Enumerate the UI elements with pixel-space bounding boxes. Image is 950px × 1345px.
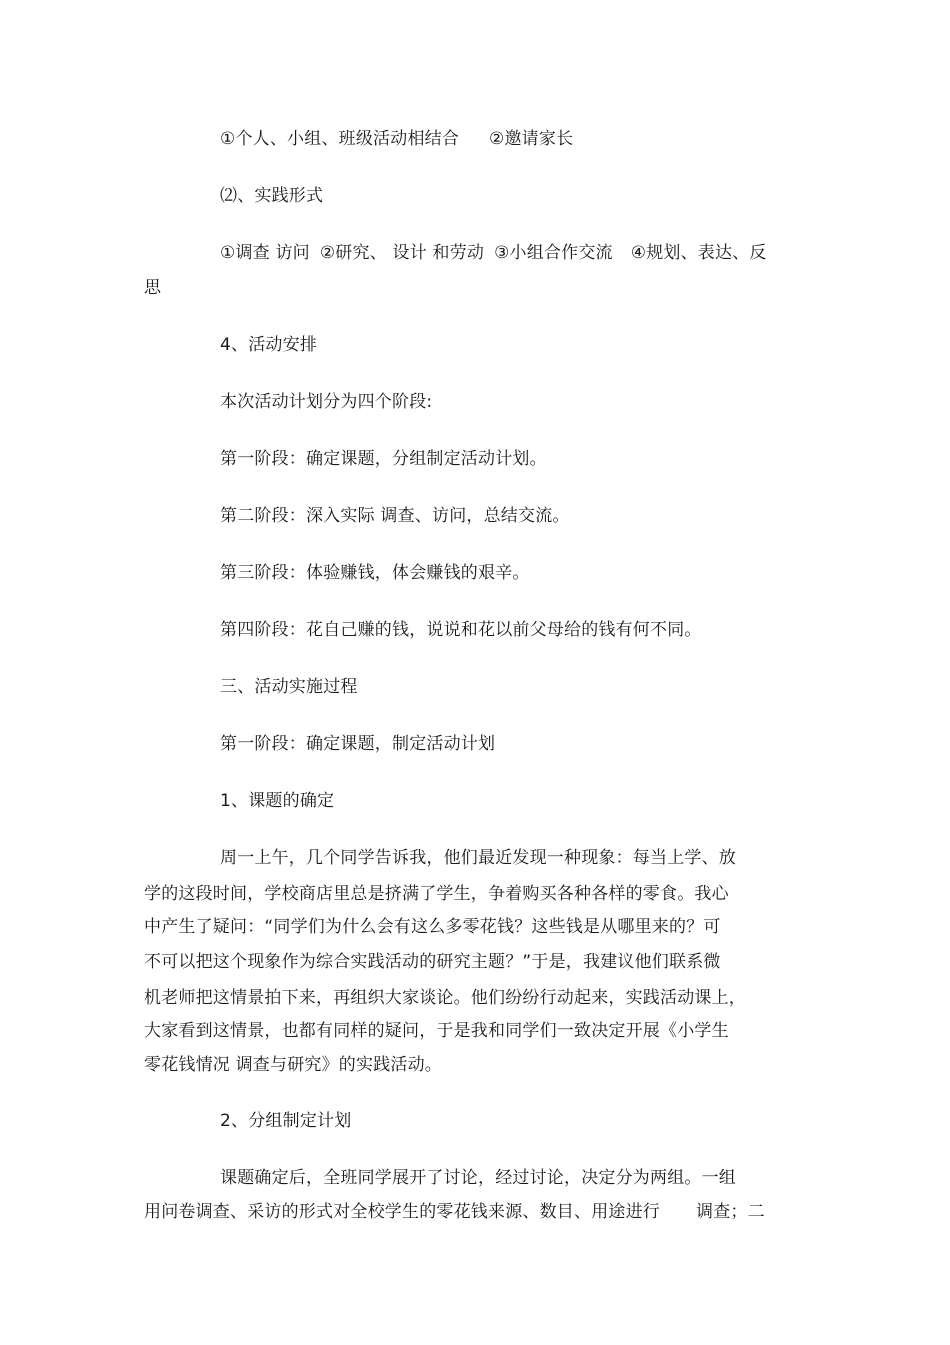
plan-heading: 2、分组制定计划 [220,1111,352,1131]
topic-paragraph-line: 大家看到这情景，也都有同样的疑问，于是我和同学们一致决定开展《小学生 [144,1021,729,1041]
practice-item-research: ②研究、 设计 和劳动 [319,243,485,263]
plan-intro: 本次活动计划分为四个阶段: [220,392,433,412]
practice-items-line [220,242,767,264]
practice-item-group-exchange: ③小组合作交流 [494,243,613,263]
topic-paragraph-line: 中产生了疑问：“同学们为什么会有这么多零花钱？这些钱是从哪里来的？可 [144,917,721,937]
topic-paragraph-line: 周一上午，几个同学告诉我，他们最近发现一种现象：每当上学、放 [220,848,736,868]
stage-2: 第二阶段：深入实际 调查、访问，总结交流。 [220,506,570,526]
form-line [220,128,573,150]
topic-paragraph-line: 机老师把这情景拍下来，再组织大家谈论。他们纷纷行动起来，实践活动课上， [144,988,746,1008]
topic-paragraph-line: 零花钱情况 调查与研究》的实践活动。 [144,1055,443,1075]
form-item-individual-group-class: ①个人、小组、班级活动相结合 [220,129,460,149]
form-item-invite-parents: ②邀请家长 [489,129,574,149]
topic-paragraph-line: 学的这段时间，学校商店里总是挤满了学生，争着购买各种各样的零食。我心 [144,884,729,904]
plan-paragraph-text: 用问卷调查、采访的形式对全校学生的零花钱来源、数目、用途进行 [144,1202,660,1222]
topic-paragraph-line: 不可以把这个现象作为综合实践活动的研究主题？”于是，我建议他们联系微 [144,952,721,972]
stage-1: 第一阶段：确定课题，分组制定活动计划。 [220,449,547,469]
practice-item-survey: ①调查 访问 [220,243,310,263]
plan-paragraph-text-tail: 调查；二 [696,1202,765,1222]
stage1-heading: 第一阶段：确定课题，制定活动计划 [220,734,496,754]
practice-item-planning-continued: 思 [144,278,162,298]
plan-paragraph-line [144,1201,765,1223]
practice-item-planning: ④规划、表达、反 [630,243,767,263]
topic-heading: 1、课题的确定 [220,791,335,811]
practice-form-heading: ⑵、实践形式 [220,186,324,206]
plan-paragraph-line: 课题确定后，全班同学展开了讨论，经过讨论，决定分为两组。一组 [220,1168,736,1188]
stage-4: 第四阶段：花自己赚的钱，说说和花以前父母给的钱有何不同。 [220,620,702,640]
section3-heading: 三、活动实施过程 [220,677,358,697]
stage-3: 第三阶段：体验赚钱，体会赚钱的艰辛。 [220,563,530,583]
section4-heading: 4、活动安排 [220,335,318,355]
